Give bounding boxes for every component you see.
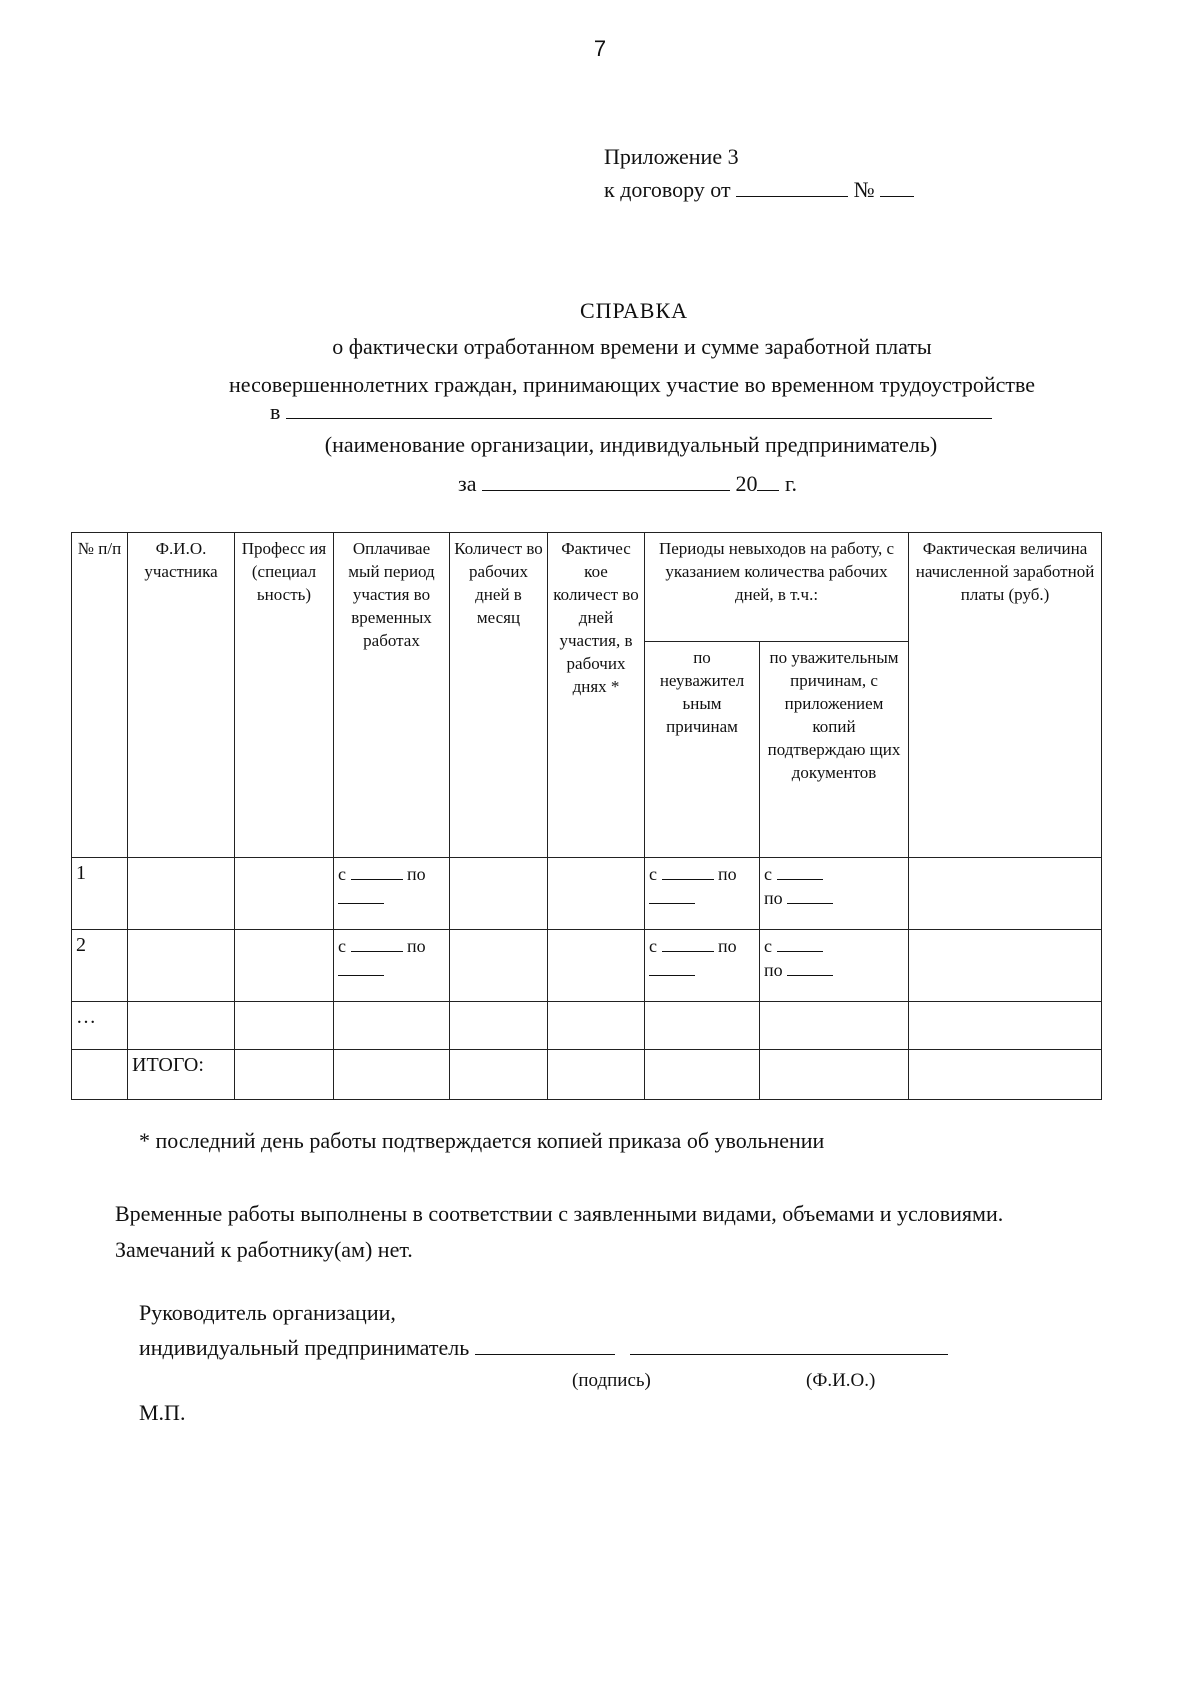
empty-cell [334,1002,450,1050]
document-subtitle-line1: о фактически отработанном времени и сумме заработной платы [332,334,932,359]
table-header-row [72,533,1102,642]
empty-cell [645,1002,760,1050]
range-to-blank [787,887,833,904]
empty-cell [645,1050,760,1100]
table-row-ellipsis [72,1002,1102,1050]
period-prefix: за [458,471,477,496]
range-to-blank [338,887,384,904]
row-actual-days-cell [548,930,645,1002]
range-to-label: по [718,864,737,884]
header-paid-period: Оплачивае мый период участия во временных работах [334,533,450,858]
row-work-days-cell [450,858,548,930]
fio-blank [630,1334,948,1355]
row-profession-cell [235,930,334,1002]
signature-caption: (подпись) [572,1370,651,1391]
row-excused-cell [760,858,909,930]
report-table [71,532,1102,1100]
appendix-contract-line [604,173,914,206]
row-profession-cell [235,858,334,930]
range-from-label: с [338,936,346,956]
table-row [72,930,1102,1002]
fio-caption: (Ф.И.О.) [806,1370,876,1391]
range-to-label: по [764,960,783,980]
document-subtitle-line2: несовершеннолетних граждан, принимающих участие во временном трудоустройстве [229,372,1035,397]
range-to-blank [649,959,695,976]
row-paid-period-cell [334,930,450,1002]
header-number: № п/п [72,533,128,858]
organization-prefix: в [270,399,281,424]
organization-blank [286,396,992,419]
contract-number-blank [880,176,914,197]
signature-role-line2 [139,1334,948,1361]
header-fio: Ф.И.О. участника [128,533,235,858]
empty-cell [548,1050,645,1100]
row-work-days-cell [450,930,548,1002]
header-salary: Фактическая величина начисленной заработной платы (руб.) [909,533,1102,858]
header-work-days: Количест во рабочих дней в месяц [450,533,548,858]
table-total-row [72,1050,1102,1100]
row-fio-cell [128,930,235,1002]
range-to-label: по [764,888,783,908]
footnote: * последний день работы подтверждается копией приказа об увольнении [139,1128,825,1153]
range-from-label: с [764,936,772,956]
header-actual-days: Фактичес кое количест во дней участия, в рабочих днях * [548,533,645,858]
empty-cell [128,1002,235,1050]
header-absences-excused: по уважительным причинам, с приложением копий подтверждаю щих документов [760,642,909,858]
range-to-blank [338,959,384,976]
total-label: ИТОГО: [128,1050,235,1100]
range-to-label: по [718,936,737,956]
empty-cell [909,1002,1102,1050]
header-absences: Периоды невыходов на работу, с указанием количества рабочих дней, в т.ч.: [645,533,909,642]
range-from-label: с [338,864,346,884]
statement-paragraph: Временные работы выполнены в соответствии с заявленными видами, объемами и условиями. Замечаний к работнику(ам) нет. [115,1201,1004,1262]
header-profession: Професс ия (специал ьность) [235,533,334,858]
range-to-label: по [407,936,426,956]
empty-cell [235,1050,334,1100]
range-to-blank [649,887,695,904]
table-row [72,858,1102,930]
period-year-suffix: г. [784,471,798,496]
signature-blank [475,1334,615,1355]
row-paid-period-cell [334,858,450,930]
row-unexcused-cell [645,930,760,1002]
row-ellipsis: … [72,1002,128,1050]
contract-date-blank [736,176,848,197]
range-from-label: с [764,864,772,884]
empty-cell [548,1002,645,1050]
period-line [458,470,797,497]
range-from-label: с [649,936,657,956]
empty-cell [760,1002,909,1050]
signature-role-line1: Руководитель организации, [139,1300,396,1325]
range-to-label: по [407,864,426,884]
row-number: 1 [72,858,128,930]
appendix-contract-prefix: к договору от [604,177,731,202]
organization-caption: (наименование организации, индивидуальный предприниматель) [324,432,938,457]
range-from-blank [662,863,714,880]
row-number: 2 [72,930,128,1002]
empty-cell [72,1050,128,1100]
range-from-label: с [649,864,657,884]
range-from-blank [777,863,823,880]
period-month-blank [482,470,730,491]
document-title: СПРАВКА [579,298,689,323]
stamp-place: М.П. [139,1400,186,1425]
row-excused-cell [760,930,909,1002]
contract-number-sign: № [853,177,875,202]
row-fio-cell [128,858,235,930]
row-actual-days-cell [548,858,645,930]
period-year-prefix: 20 [735,471,758,496]
range-to-blank [787,959,833,976]
header-absences-unexcused: по неуважител ьным причинам [645,642,760,858]
appendix-title: Приложение 3 [604,144,739,169]
empty-cell [450,1002,548,1050]
empty-cell [760,1050,909,1100]
range-from-blank [662,935,714,952]
row-salary-cell [909,930,1102,1002]
range-from-blank [351,935,403,952]
page-number: 7 [593,36,607,61]
signature-role-label: индивидуальный предприниматель [139,1335,470,1360]
range-from-blank [777,935,823,952]
appendix-header [604,140,914,206]
period-year-blank [757,470,779,491]
empty-cell [235,1002,334,1050]
row-unexcused-cell [645,858,760,930]
organization-line [270,396,992,425]
empty-cell [909,1050,1102,1100]
empty-cell [334,1050,450,1100]
empty-cell [450,1050,548,1100]
row-salary-cell [909,858,1102,930]
range-from-blank [351,863,403,880]
